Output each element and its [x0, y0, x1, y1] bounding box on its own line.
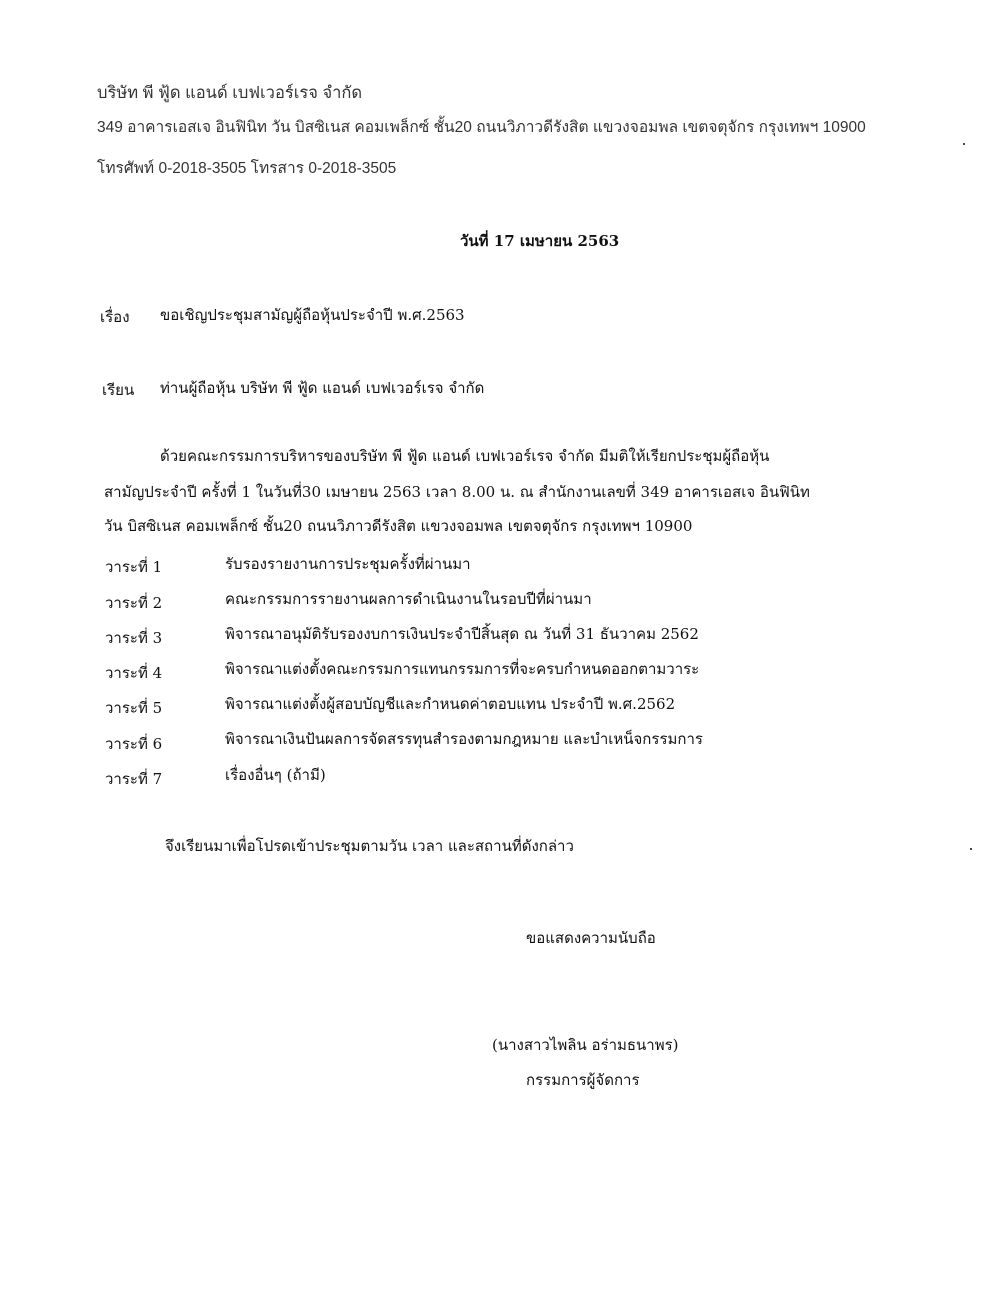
- regards-text: ขอแสดงความนับถือ: [526, 929, 656, 947]
- agenda-number: วาระที่ 1: [105, 558, 163, 576]
- subject-text: ขอเชิญประชุมสามัญผู้ถือหุ้นประจำปี พ.ศ.2563: [160, 306, 465, 324]
- agenda-text: พิจารณาอนุมัติรับรองงบการเงินประจำปีสิ้นสุด ณ วันที่ 31 ธันวาคม 2562: [225, 625, 699, 643]
- body-line-1: ด้วยคณะกรรมการบริหารของบริษัท พี ฟู้ด แอนด์ เบฟเวอร์เรจ จำกัด มีมติให้เรียกประชุมผู้ถือหุ้น: [160, 447, 770, 465]
- signer-position: กรรมการผู้จัดการ: [526, 1071, 640, 1089]
- agenda-number: วาระที่ 4: [105, 664, 163, 682]
- closing-sentence: จึงเรียนมาเพื่อโปรดเข้าประชุมตามวัน เวลา และสถานที่ดังกล่าว: [165, 837, 574, 855]
- agenda-number: วาระที่ 2: [105, 594, 163, 612]
- agenda-text: พิจารณาแต่งตั้งผู้สอบบัญชีและกำหนดค่าตอบแทน ประจำปี พ.ศ.2562: [225, 695, 676, 713]
- recipient-text: ท่านผู้ถือหุ้น บริษัท พี ฟู้ด แอนด์ เบฟเวอร์เรจ จำกัด: [160, 379, 485, 397]
- company-phone-fax: โทรศัพท์ 0-2018-3505 โทรสาร 0-2018-3505: [97, 160, 397, 177]
- agenda-text: เรื่องอื่นๆ (ถ้ามี): [225, 766, 326, 784]
- agenda-number: วาระที่ 5: [105, 699, 163, 717]
- agenda-text: คณะกรรมการรายงานผลการดำเนินงานในรอบปีที่ผ่านมา: [225, 590, 592, 608]
- subject-label: เรื่อง: [100, 308, 130, 326]
- body-line-3: วัน บิสซิเนส คอมเพล็กซ์ ชั้น20 ถนนวิภาวดีรังสิต แขวงจอมพล เขตจตุจักร กรุงเทพฯ 10900: [104, 517, 693, 535]
- scan-speck: [970, 848, 972, 850]
- agenda-text: รับรองรายงานการประชุมครั้งที่ผ่านมา: [225, 555, 471, 573]
- letter-date: วันที่ 17 เมษายน 2563: [460, 232, 620, 250]
- agenda-text: พิจารณาแต่งตั้งคณะกรรมการแทนกรรมการที่จะครบกำหนดออกตามวาระ: [225, 660, 700, 678]
- recipient-label: เรียน: [102, 381, 135, 399]
- agenda-number: วาระที่ 7: [105, 770, 163, 788]
- signer-name: (นางสาวไพลิน อร่ามธนาพร): [492, 1036, 679, 1054]
- scan-speck: [963, 143, 965, 145]
- agenda-number: วาระที่ 6: [105, 735, 163, 753]
- agenda-number: วาระที่ 3: [105, 629, 163, 647]
- company-name: บริษัท พี ฟู้ด แอนด์ เบฟเวอร์เรจ จำกัด: [97, 84, 363, 102]
- body-line-2: สามัญประจำปี ครั้งที่ 1 ในวันที่30 เมษายน 2563 เวลา 8.00 น. ณ สำนักงานเลขที่ 349 อาคารเอสเจ อินฟินิท: [104, 483, 810, 501]
- agenda-text: พิจารณาเงินปันผลการจัดสรรทุนสำรองตามกฎหมาย และบำเหน็จกรรมการ: [225, 730, 703, 748]
- company-address: 349 อาคารเอสเจ อินฟินิท วัน บิสซิเนส คอมเพล็กซ์ ชั้น20 ถนนวิภาวดีรังสิต แขวงจอมพล เขตจตุจักร กรุงเทพฯ 10900: [97, 119, 866, 136]
